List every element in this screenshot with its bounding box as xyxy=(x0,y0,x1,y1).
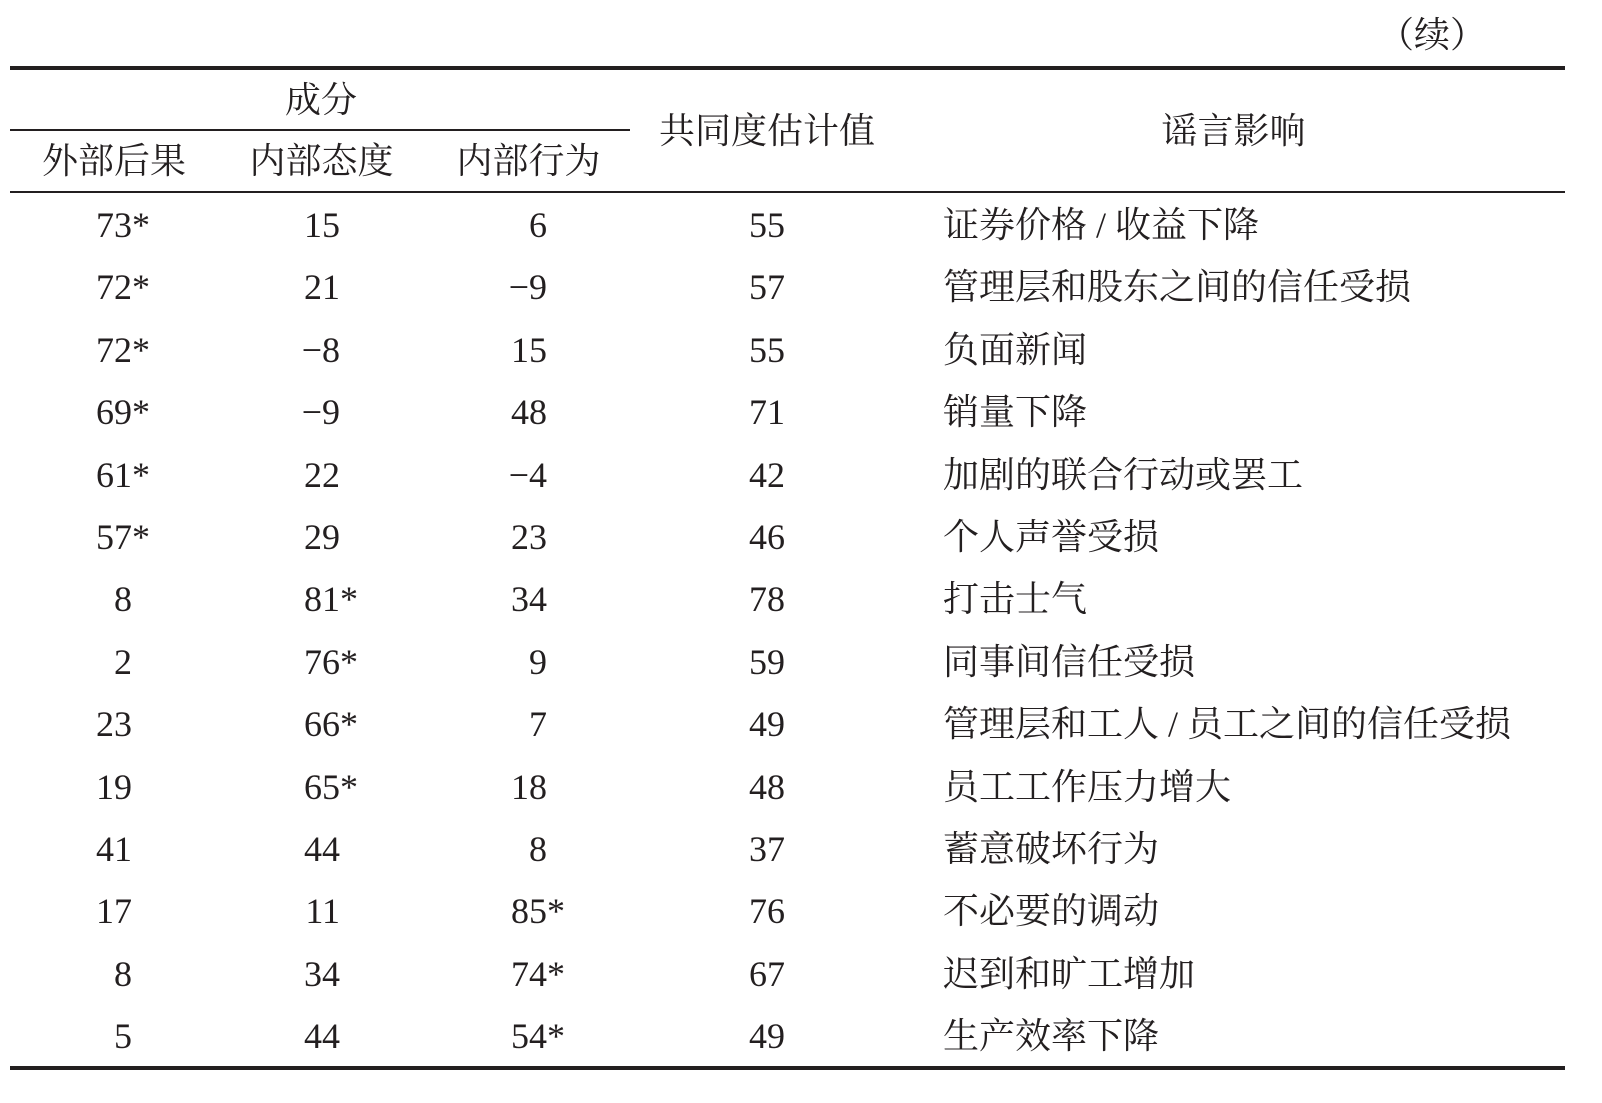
cell-attitude-value: 44 xyxy=(304,828,340,869)
bottom-rule xyxy=(10,1066,1565,1070)
cell-attitude-value: 66 * xyxy=(304,693,340,755)
cell-attitude-value: 44 xyxy=(304,1016,340,1057)
cell-impact xyxy=(902,568,1565,630)
cell-attitude-value: 22 xyxy=(304,454,340,495)
cell-behavior-value: 85 * xyxy=(511,880,547,942)
cell-behavior xyxy=(425,943,632,1005)
cell-behavior xyxy=(425,319,632,381)
table-row xyxy=(10,319,1565,381)
cell-attitude-value: 34 xyxy=(304,953,340,994)
table-row xyxy=(10,943,1565,1005)
header-internal-attitude: 内部态度 xyxy=(249,140,394,181)
table-row xyxy=(10,756,1565,818)
cell-external xyxy=(10,444,218,506)
table-row xyxy=(10,568,1565,630)
table-row xyxy=(10,194,1565,256)
table-row xyxy=(10,506,1565,568)
significance-marker: * xyxy=(547,953,565,994)
cell-external xyxy=(10,943,218,1005)
cell-communality-value: 71 xyxy=(749,392,785,433)
cell-behavior xyxy=(425,756,632,818)
table-row xyxy=(10,1005,1565,1067)
cell-external xyxy=(10,818,218,880)
significance-marker: * xyxy=(132,454,150,495)
cell-attitude-value: 15 xyxy=(304,205,340,245)
cell-attitude xyxy=(218,1005,425,1067)
cell-external xyxy=(10,256,218,318)
cell-attitude xyxy=(218,381,425,443)
cell-impact-value: 管理层和股东之间的信任受损 xyxy=(943,267,1412,308)
cell-communality-value: 78 xyxy=(749,579,785,620)
cell-communality-value: 37 xyxy=(749,828,785,869)
cell-behavior-value: 48 xyxy=(511,392,547,433)
cell-attitude-value: 21 xyxy=(304,267,340,308)
cell-behavior xyxy=(425,631,632,693)
cell-attitude xyxy=(218,880,425,942)
header-communality: 共同度估计值 xyxy=(658,110,875,151)
cell-external xyxy=(10,381,218,443)
cell-impact xyxy=(902,194,1565,256)
header-rumor-impact: 谣言影响 xyxy=(1161,110,1306,151)
cell-communality-value: 76 xyxy=(749,891,785,932)
table-row xyxy=(10,381,1565,443)
cell-attitude-value: 81 * xyxy=(304,568,340,630)
cell-communality xyxy=(632,943,902,1005)
cell-attitude xyxy=(218,756,425,818)
cell-external-value: 8 xyxy=(114,579,132,620)
cell-impact xyxy=(902,756,1565,818)
cell-impact xyxy=(902,693,1565,755)
cell-behavior-value: −4 xyxy=(508,454,547,495)
cell-external xyxy=(10,756,218,818)
cell-external-value: 23 xyxy=(96,704,132,745)
cell-communality-value: 48 xyxy=(749,766,785,807)
cell-communality-value: 49 xyxy=(749,1016,785,1057)
cell-attitude xyxy=(218,631,425,693)
cell-behavior-value: 54 * xyxy=(511,1005,547,1067)
cell-impact-value: 蓄意破坏行为 xyxy=(943,828,1160,869)
cell-attitude-value: 76 * xyxy=(304,631,340,693)
cell-communality xyxy=(632,506,902,568)
significance-marker: * xyxy=(547,891,565,932)
table-row xyxy=(10,256,1565,318)
header-internal-behavior: 内部行为 xyxy=(456,140,601,181)
cell-external xyxy=(10,568,218,630)
cell-external-value: 19 xyxy=(96,766,132,807)
cell-impact xyxy=(902,506,1565,568)
cell-impact xyxy=(902,1005,1565,1067)
cell-impact xyxy=(902,880,1565,942)
cell-impact-value: 迟到和旷工增加 xyxy=(943,953,1196,994)
significance-marker: * xyxy=(132,392,150,433)
cell-communality xyxy=(632,444,902,506)
cell-external xyxy=(10,880,218,942)
cell-impact-value: 个人声誉受损 xyxy=(943,516,1160,557)
header-component-group: 成分 xyxy=(284,79,357,120)
cell-communality-value: 57 xyxy=(749,267,785,308)
cell-behavior xyxy=(425,1005,632,1067)
significance-marker: * xyxy=(340,704,358,745)
cell-impact-value: 加剧的联合行动或罢工 xyxy=(943,454,1304,495)
cell-external xyxy=(10,194,218,256)
cell-behavior xyxy=(425,444,632,506)
cell-communality xyxy=(632,880,902,942)
cell-external-value: 41 xyxy=(96,828,132,869)
cell-impact-value: 证券价格 / 收益下降 xyxy=(943,205,1260,245)
cell-attitude xyxy=(218,818,425,880)
cell-behavior-value: 23 xyxy=(511,516,547,557)
significance-marker: * xyxy=(132,516,150,557)
cell-behavior xyxy=(425,818,632,880)
cell-behavior-value: 7 xyxy=(529,704,547,745)
cell-behavior-value: 15 xyxy=(511,329,547,370)
cell-attitude-value: 11 xyxy=(305,891,340,932)
table-row xyxy=(10,444,1565,506)
cell-communality xyxy=(632,1005,902,1067)
cell-attitude xyxy=(218,943,425,1005)
table-row xyxy=(10,818,1565,880)
cell-communality xyxy=(632,631,902,693)
cell-communality xyxy=(632,568,902,630)
cell-attitude-value: −8 xyxy=(301,329,340,370)
cell-impact xyxy=(902,256,1565,318)
cell-communality xyxy=(632,381,902,443)
table-body xyxy=(10,194,1565,1067)
cell-external xyxy=(10,693,218,755)
cell-attitude xyxy=(218,444,425,506)
cell-external-value: 5 xyxy=(114,1016,132,1057)
significance-marker: * xyxy=(340,579,358,620)
cell-external-value: 17 xyxy=(96,891,132,932)
cell-external xyxy=(10,1005,218,1067)
cell-attitude xyxy=(218,256,425,318)
cell-attitude xyxy=(218,319,425,381)
cell-external-value: 8 xyxy=(114,953,132,994)
cell-communality-value: 46 xyxy=(749,516,785,557)
significance-marker: * xyxy=(340,641,358,682)
cell-attitude xyxy=(218,693,425,755)
cell-communality xyxy=(632,319,902,381)
table-row xyxy=(10,631,1565,693)
cell-impact xyxy=(902,381,1565,443)
cell-impact xyxy=(902,943,1565,1005)
cell-communality-value: 55 xyxy=(749,329,785,370)
cell-attitude-value: 65 * xyxy=(304,756,340,818)
cell-external-value: 69 * xyxy=(96,381,132,443)
cell-behavior-value: 74 * xyxy=(511,943,547,1005)
cell-behavior-value: 8 xyxy=(529,828,547,869)
significance-marker: * xyxy=(132,205,150,245)
cell-communality-value: 59 xyxy=(749,641,785,682)
cell-impact xyxy=(902,319,1565,381)
significance-marker: * xyxy=(132,329,150,370)
cell-external-value: 61 * xyxy=(96,444,132,506)
cell-external-value: 72 * xyxy=(96,256,132,318)
header-external-consequences: 外部后果 xyxy=(41,140,186,181)
cell-impact-value: 生产效率下降 xyxy=(943,1016,1160,1057)
cell-external-value: 2 xyxy=(114,641,132,682)
cell-impact-value: 管理层和工人 / 员工之间的信任受损 xyxy=(943,704,1512,745)
cell-communality-value: 49 xyxy=(749,704,785,745)
cell-impact-value: 销量下降 xyxy=(943,392,1088,433)
cell-communality-value: 67 xyxy=(749,953,785,994)
cell-behavior xyxy=(425,880,632,942)
cell-impact-value: 同事间信任受损 xyxy=(943,641,1196,682)
cell-behavior xyxy=(425,506,632,568)
cell-attitude xyxy=(218,568,425,630)
cell-external-value: 72 * xyxy=(96,319,132,381)
cell-impact xyxy=(902,818,1565,880)
cell-impact-value: 不必要的调动 xyxy=(943,891,1160,932)
cell-impact xyxy=(902,444,1565,506)
cell-behavior-value: −9 xyxy=(508,267,547,308)
table-row xyxy=(10,880,1565,942)
cell-attitude-value: 29 xyxy=(304,516,340,557)
cell-communality xyxy=(632,256,902,318)
cell-communality xyxy=(632,693,902,755)
cell-external-value: 57 * xyxy=(96,506,132,568)
cell-external xyxy=(10,319,218,381)
cell-communality xyxy=(632,756,902,818)
cell-behavior xyxy=(425,568,632,630)
cell-external xyxy=(10,631,218,693)
significance-marker: * xyxy=(340,766,358,807)
significance-marker: * xyxy=(547,1016,565,1057)
cell-impact-value: 负面新闻 xyxy=(943,329,1088,370)
cell-external xyxy=(10,506,218,568)
cell-communality-value: 42 xyxy=(749,454,785,495)
cell-behavior xyxy=(425,381,632,443)
cell-behavior-value: 18 xyxy=(511,766,547,807)
cell-behavior xyxy=(425,256,632,318)
cell-behavior-value: 9 xyxy=(529,641,547,682)
cell-communality-value: 55 xyxy=(749,205,785,245)
cell-attitude xyxy=(218,506,425,568)
cell-communality xyxy=(632,818,902,880)
cell-behavior xyxy=(425,194,632,256)
table-row xyxy=(10,693,1565,755)
cell-impact-value: 员工工作压力增大 xyxy=(943,766,1232,807)
cell-communality xyxy=(632,194,902,256)
continuation-label: （续） xyxy=(1378,15,1487,55)
cell-attitude-value: −9 xyxy=(301,392,340,433)
header-rule xyxy=(10,191,1565,193)
significance-marker: * xyxy=(132,267,150,308)
cell-impact xyxy=(902,631,1565,693)
cell-behavior xyxy=(425,693,632,755)
cell-behavior-value: 6 xyxy=(529,205,547,245)
cell-external-value: 73 * xyxy=(96,194,132,256)
cell-impact-value: 打击士气 xyxy=(943,579,1088,620)
cell-attitude xyxy=(218,194,425,256)
cell-behavior-value: 34 xyxy=(511,579,547,620)
